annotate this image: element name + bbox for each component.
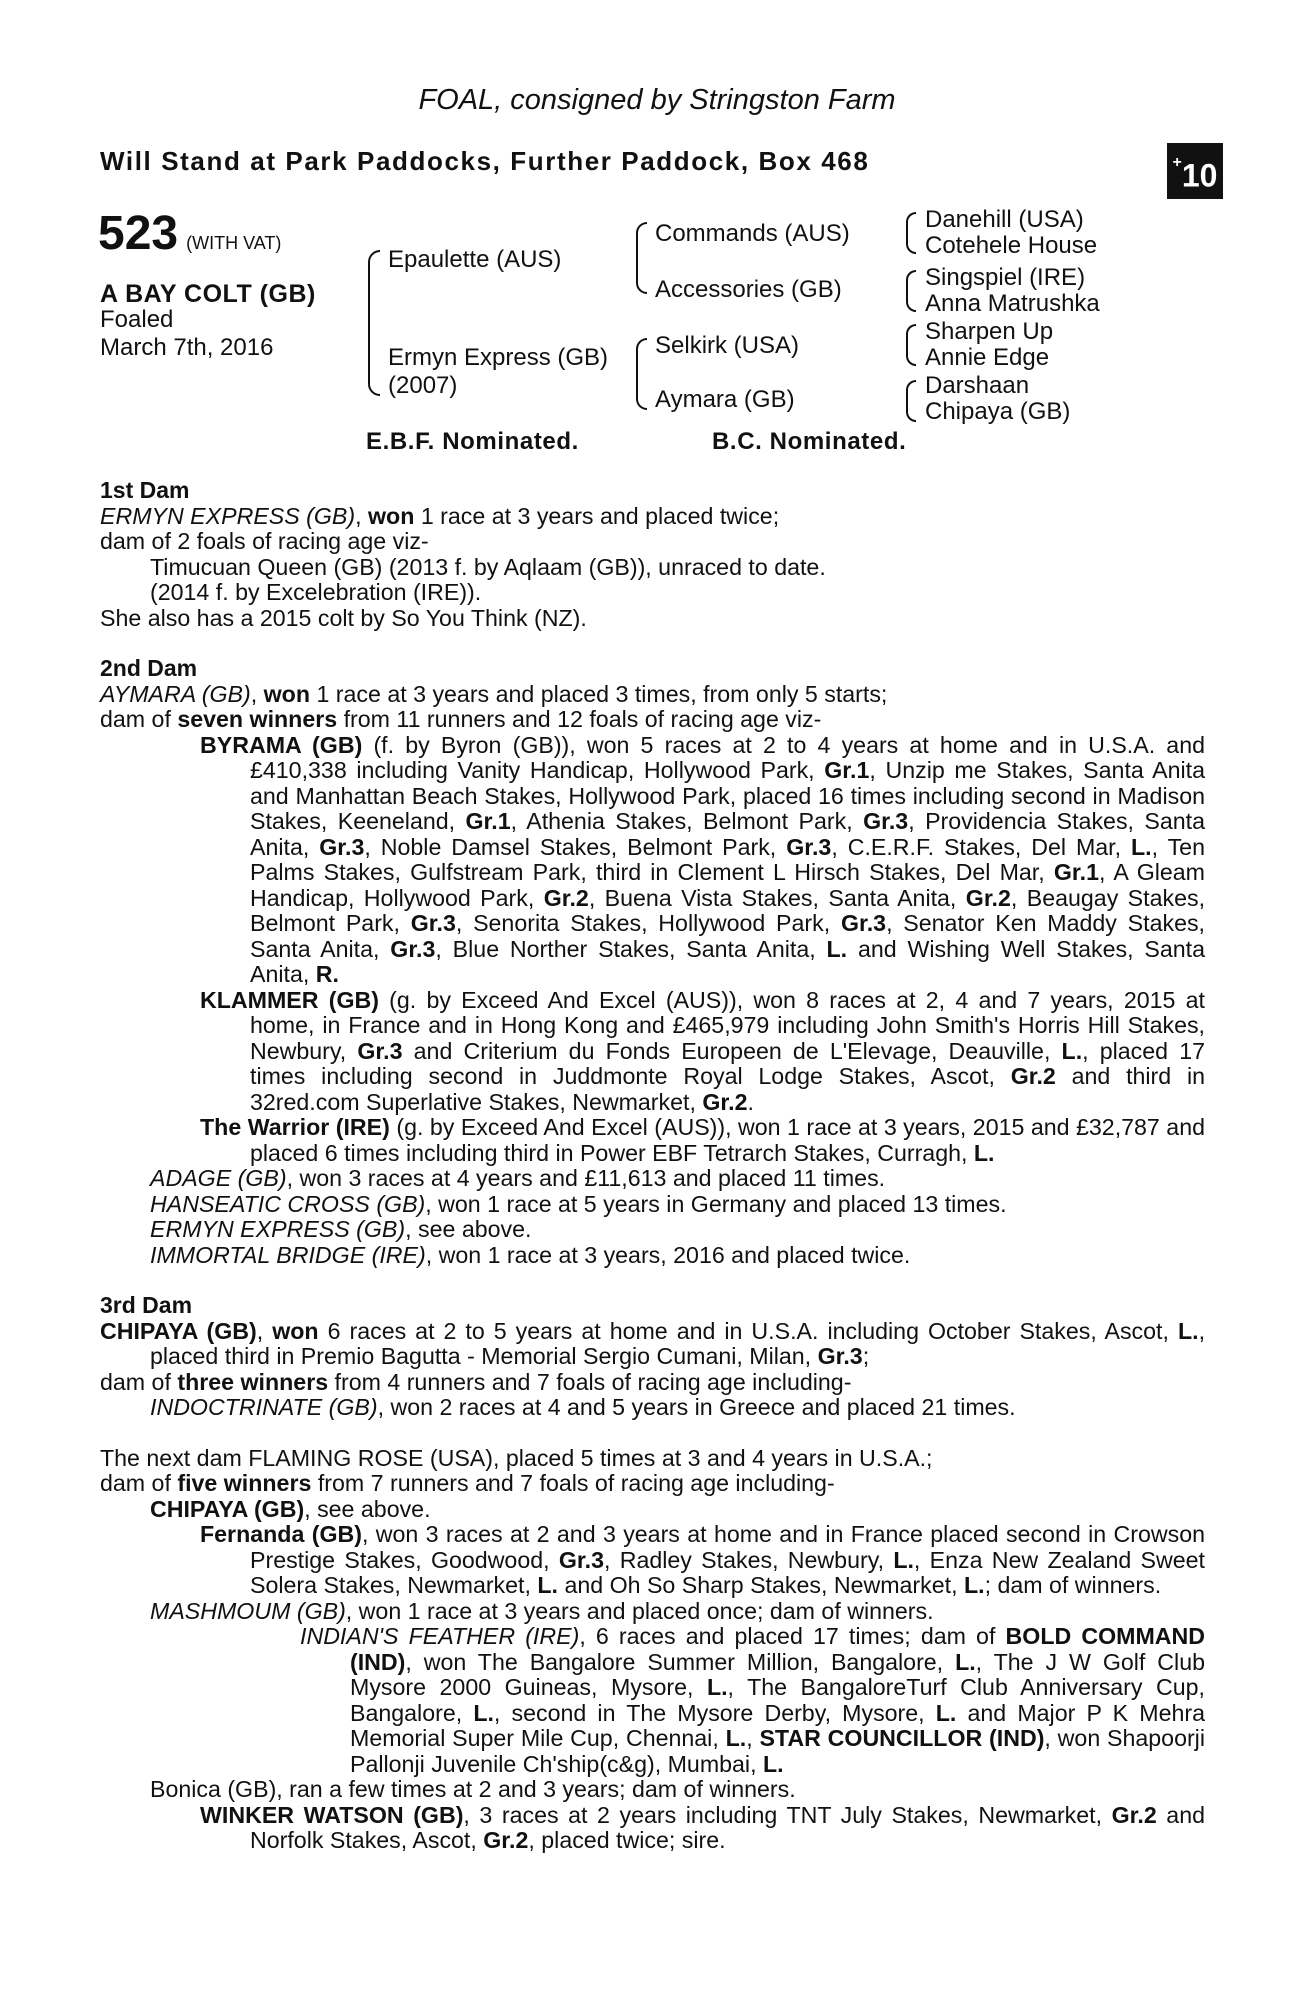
text: , won The Bangalore Summer Million, Bangalore, xyxy=(405,1648,956,1675)
pedigree-g5: Sharpen Up xyxy=(925,318,1054,345)
pedigree-g7: Darshaan xyxy=(925,372,1030,399)
text: , A Gleam Handicap, Hollywood Park, xyxy=(250,859,1205,911)
pedigree-g1: Danehill (USA) xyxy=(925,206,1084,233)
text: ; xyxy=(862,1343,870,1369)
horse-name: BYRAMA (GB) xyxy=(200,731,363,758)
first-dam-name: ERMYN EXPRESS (GB) xyxy=(100,502,356,529)
text: ; dam of winners. xyxy=(984,1572,1162,1598)
third-dam-heading: 3rd Dam xyxy=(100,1292,193,1318)
grade: Gr.2 xyxy=(702,1088,748,1115)
sep: , xyxy=(250,680,264,707)
text: , Radley Stakes, Newbury, xyxy=(603,1546,894,1573)
grade: L. xyxy=(935,1699,957,1726)
text: , The BangaloreTurf Club Anniversary Cup, Bangalore, xyxy=(350,1674,1205,1726)
grade: L. xyxy=(725,1725,747,1751)
produce-byrama xyxy=(100,733,1205,988)
grade: Gr.2 xyxy=(1010,1063,1056,1089)
grade: L. xyxy=(537,1572,558,1598)
grade: R. xyxy=(315,961,339,987)
grade: Gr.3 xyxy=(863,808,909,834)
text: from 7 runners and 7 foals of racing age including- xyxy=(311,1470,835,1496)
grade: L. xyxy=(955,1648,976,1675)
second-dam-name: AYMARA (GB) xyxy=(100,680,251,707)
pedigree-g6: Annie Edge xyxy=(925,344,1050,371)
produce-chipaya xyxy=(100,1497,1205,1523)
stand-location: Will Stand at Park Paddocks, Further Paddock, Box 468 xyxy=(100,146,870,176)
pedigree-g8: Chipaya (GB) xyxy=(925,398,1071,425)
horse-name: ADAGE (GB) xyxy=(150,1165,287,1191)
text: and Oh So Sharp Stakes, Newmarket, xyxy=(558,1572,964,1598)
winners-count: five winners xyxy=(177,1470,312,1496)
grade: Gr.3 xyxy=(840,910,887,936)
text: , Providencia Stakes, Santa Anita, xyxy=(250,808,1205,860)
first-dam-foals: dam of 2 foals of racing age viz- xyxy=(100,528,429,554)
won-label: won xyxy=(368,502,415,529)
grade: L. xyxy=(706,1674,728,1700)
second-dam-heading: 2nd Dam xyxy=(100,655,198,681)
grade: L. xyxy=(762,1750,784,1777)
text: , won 1 race at 3 years, 2016 and placed twice. xyxy=(425,1241,911,1268)
pedigree-brace-dam xyxy=(636,338,647,410)
text: , 3 races at 2 years including TNT July Stakes, Newmarket, xyxy=(463,1801,1112,1828)
produce-the-warrior xyxy=(100,1115,1205,1166)
text: . xyxy=(747,1088,754,1115)
text: , Enza New Zealand Sweet Solera Stakes, Newmarket, xyxy=(250,1546,1205,1598)
horse-name: STAR COUNCILLOR (IND) xyxy=(759,1725,1045,1751)
grade: L. xyxy=(473,1699,494,1726)
text: , Senator Ken Maddy Stakes, Santa Anita, xyxy=(250,910,1206,962)
pedigree-brace-g2 xyxy=(906,270,916,312)
grade: Gr.3 xyxy=(786,833,832,860)
catalogue-body xyxy=(100,478,1205,1854)
grade: L. xyxy=(893,1546,914,1573)
third-dam-line xyxy=(100,1319,1205,1370)
text: , Athenia Stakes, Belmont Park, xyxy=(510,808,864,834)
horse-name: HANSEATIC CROSS (GB) xyxy=(150,1190,426,1217)
lot-vat: (WITH VAT) xyxy=(186,233,282,253)
grade: Gr.2 xyxy=(1111,1801,1157,1828)
foaled-label: Foaled xyxy=(100,306,174,333)
winners-count: seven winners xyxy=(177,706,338,732)
text: , 6 races and placed 17 times; dam of xyxy=(579,1623,1006,1649)
grade: Gr.1 xyxy=(1053,859,1099,885)
pedigree-dam-year: (2007) xyxy=(388,372,458,399)
text: , won 3 races at 4 years and £11,613 and placed 11 times. xyxy=(286,1165,886,1191)
winners-count: three winners xyxy=(177,1368,329,1395)
text: (g. by Exceed And Excel (AUS)), won 1 race at 3 years, 2015 and £32,787 and placed 6 times including third in Power EBF Tetrarch Stakes, Curragh, xyxy=(250,1114,1205,1166)
grade: L. xyxy=(1177,1317,1199,1344)
horse-name: INDOCTRINATE (GB) xyxy=(150,1394,378,1420)
produce-hanseatic-cross xyxy=(100,1192,1205,1218)
text: , second in The Mysore Derby, Mysore, xyxy=(493,1699,936,1726)
text: , placed twice; sire. xyxy=(528,1827,726,1853)
produce-winker-watson xyxy=(100,1803,1205,1854)
next-dam-produce xyxy=(100,1471,1205,1497)
grade: Gr.3 xyxy=(817,1343,863,1369)
text: , xyxy=(746,1725,760,1751)
text: and Criterium du Fonds Europeen de L'Elevage, Deauville, xyxy=(402,1037,1062,1064)
produce-fernanda xyxy=(100,1522,1205,1599)
text: , Noble Damsel Stakes, Belmont Park, xyxy=(364,833,787,860)
text: , see above. xyxy=(405,1216,532,1242)
pedigree-brace-g3 xyxy=(906,324,916,366)
pedigree-sire-dam: Accessories (GB) xyxy=(655,276,842,303)
text: 6 races at 2 to 5 years at home and in U.S.A. including October Stakes, Ascot, xyxy=(318,1317,1178,1344)
pedigree-dam xyxy=(388,344,608,400)
horse-name: The Warrior (IRE) xyxy=(200,1114,390,1140)
grade: L. xyxy=(1131,833,1152,860)
catalogue-header-title: FOAL, consigned by Stringston Farm xyxy=(418,84,896,116)
text: , Ten Palms Stakes, Gulfstream Park, third in Clement L Hirsch Stakes, Del Mar, xyxy=(250,833,1205,885)
pedigree-dam-sire: Selkirk (USA) xyxy=(655,332,800,359)
produce-klammer xyxy=(100,988,1205,1116)
text: , won 1 race at 5 years in Germany and placed 13 times. xyxy=(425,1190,1007,1217)
produce-bonica: Bonica (GB), ran a few times at 2 and 3 years; dam of winners. xyxy=(150,1776,796,1802)
first-dam-heading: 1st Dam xyxy=(100,477,190,503)
second-dam-line xyxy=(100,682,1205,708)
foal-timucuan-queen: Timucuan Queen (GB) (2013 f. by Aqlaam (GB)), unraced to date. xyxy=(150,553,826,580)
first-dam-line xyxy=(100,504,1205,530)
pedigree-sire-sire: Commands (AUS) xyxy=(655,220,850,247)
foaled-date: March 7th, 2016 xyxy=(100,334,274,361)
grade: L. xyxy=(1061,1037,1083,1064)
text: , Blue Norther Stakes, Santa Anita, xyxy=(435,935,827,962)
bc-nomination: B.C. Nominated. xyxy=(712,428,907,455)
grade: Gr.2 xyxy=(965,884,1011,911)
text: and Wishing Well Stakes, Santa Anita, xyxy=(250,935,1206,987)
sep: , xyxy=(355,502,368,529)
horse-name: CHIPAYA (GB) xyxy=(100,1317,257,1344)
text: , Beaugay Stakes, Belmont Park, xyxy=(250,884,1206,936)
text: and third in 32red.com Superlative Stakes, Newmarket, xyxy=(250,1063,1205,1115)
produce-indians-feather xyxy=(100,1624,1205,1777)
pedigree-brace-main xyxy=(368,250,380,396)
text: and Major P K Mehra Memorial Super Mile Cup, Chennai, xyxy=(350,1699,1205,1751)
text: (f. by Byron (GB)), won 5 races at 2 to 4 years at home and in U.S.A. and £410,338 including Vanity Handicap, Hollywood Park, xyxy=(250,731,1205,783)
second-dam-record: 1 race at 3 years and placed 3 times, from only 5 starts; xyxy=(310,680,888,707)
text: dam of xyxy=(100,1470,178,1496)
grade: Gr.3 xyxy=(410,910,456,936)
text: dam of xyxy=(100,706,178,732)
pedigree-sire: Epaulette (AUS) xyxy=(388,246,562,273)
pedigree-brace-g4 xyxy=(906,380,916,422)
text: , placed 17 times including second in Juddmonte Royal Lodge Stakes, Ascot, xyxy=(250,1037,1205,1089)
foaled-block xyxy=(100,306,273,362)
produce-adage xyxy=(100,1166,1205,1192)
horse-name: IMMORTAL BRIDGE (IRE) xyxy=(150,1241,426,1268)
badge-number: 10 xyxy=(1181,157,1218,194)
produce-ermyn-express xyxy=(100,1217,1205,1243)
first-dam-note: She also has a 2015 colt by So You Think (NZ). xyxy=(100,604,587,631)
third-dam-produce xyxy=(100,1370,1205,1396)
horse-name: CHIPAYA (GB) xyxy=(150,1495,305,1522)
lot-number: 523 xyxy=(98,207,179,260)
text: , won 2 races at 4 and 5 years in Greece and placed 21 times. xyxy=(377,1394,1016,1420)
pedigree-g4: Anna Matrushka xyxy=(925,290,1100,317)
horse-name: WINKER WATSON (GB) xyxy=(200,1801,464,1828)
text: , won Shapoorji Pallonji Juvenile Ch'ship(c&g), Mumbai, xyxy=(350,1725,1205,1777)
horse-name: MASHMOUM (GB) xyxy=(150,1597,346,1624)
pedigree-brace-g1 xyxy=(906,212,916,254)
text: , won 1 race at 3 years and placed once; dam of winners. xyxy=(345,1597,934,1624)
text: (g. by Exceed And Excel (AUS)), won 8 races at 2, 4 and 7 years, 2015 at home, in France and in Hong Kong and £465,979 including John Smith's Horris Hill Stakes, Newbury, xyxy=(250,986,1205,1064)
horse-name: INDIAN'S FEATHER (IRE) xyxy=(300,1623,580,1649)
text: , see above. xyxy=(304,1495,431,1522)
grade: Gr.2 xyxy=(483,1827,529,1853)
grade: Gr.3 xyxy=(390,935,436,962)
grade: Gr.2 xyxy=(543,884,589,911)
foal-2014: (2014 f. by Excelebration (IRE)). xyxy=(150,579,482,605)
pedigree-brace-sire xyxy=(636,222,647,294)
produce-immortal-bridge xyxy=(100,1243,1205,1269)
second-dam-produce xyxy=(100,707,1205,733)
text: , won 3 races at 2 and 3 years at home and in France placed second in Crowson Prestige Stakes, Goodwood, xyxy=(250,1521,1205,1573)
lot-description: A BAY COLT (GB) xyxy=(100,280,316,308)
grade: Gr.1 xyxy=(465,808,511,834)
grade: L. xyxy=(826,935,848,962)
text: from 4 runners and 7 foals of racing age including- xyxy=(328,1368,852,1395)
text: dam of xyxy=(100,1368,178,1395)
grade: L. xyxy=(973,1139,995,1166)
grade: L. xyxy=(963,1572,985,1598)
text: from 11 runners and 12 foals of racing age viz- xyxy=(337,706,822,732)
lot-number-block xyxy=(98,206,281,261)
badge-plus: + xyxy=(1172,154,1182,171)
horse-name: KLAMMER (GB) xyxy=(200,986,379,1013)
grade: Gr.1 xyxy=(824,757,870,783)
pedigree-dam-dam: Aymara (GB) xyxy=(655,386,795,413)
won-label: won xyxy=(263,680,310,707)
horse-name: Fernanda (GB) xyxy=(200,1521,362,1547)
grade: Gr.3 xyxy=(357,1037,403,1064)
pedigree-g2: Cotehele House xyxy=(925,232,1098,259)
text: , The J W Golf Club Mysore 2000 Guineas, Mysore, xyxy=(350,1648,1205,1700)
text: , C.E.R.F. Stakes, Del Mar, xyxy=(831,833,1132,860)
horse-name: ERMYN EXPRESS (GB) xyxy=(150,1216,406,1242)
produce-indoctrinate xyxy=(100,1395,1205,1421)
lot-badge xyxy=(1167,143,1223,199)
text: and Norfolk Stakes, Ascot, xyxy=(250,1801,1205,1853)
next-dam-line: The next dam FLAMING ROSE (USA), placed 5 times at 3 and 4 years in U.S.A.; xyxy=(100,1444,933,1471)
pedigree-dam-name: Ermyn Express (GB) xyxy=(388,344,609,371)
grade: Gr.3 xyxy=(558,1546,604,1573)
text: , Unzip me Stakes, Santa Anita and Manhattan Beach Stakes, Hollywood Park, placed 16 times including second in Madison Stakes, Keeneland, xyxy=(250,757,1205,834)
text: , Senorita Stakes, Hollywood Park, xyxy=(455,910,841,936)
first-dam-record: 1 race at 3 years and placed twice; xyxy=(414,502,780,529)
text: , Buena Vista Stakes, Santa Anita, xyxy=(588,884,966,911)
ebf-nomination: E.B.F. Nominated. xyxy=(366,428,579,455)
pedigree-g3: Singspiel (IRE) xyxy=(925,264,1086,291)
won-label: won xyxy=(272,1317,319,1344)
horse-name: BOLD COMMAND (IND) xyxy=(350,1623,1205,1675)
produce-mashmoum xyxy=(100,1599,1205,1625)
sep: , xyxy=(256,1317,273,1344)
text: , placed third in Premio Bagutta - Memorial Sergio Cumani, Milan, xyxy=(150,1317,1206,1369)
grade: Gr.3 xyxy=(319,833,365,860)
